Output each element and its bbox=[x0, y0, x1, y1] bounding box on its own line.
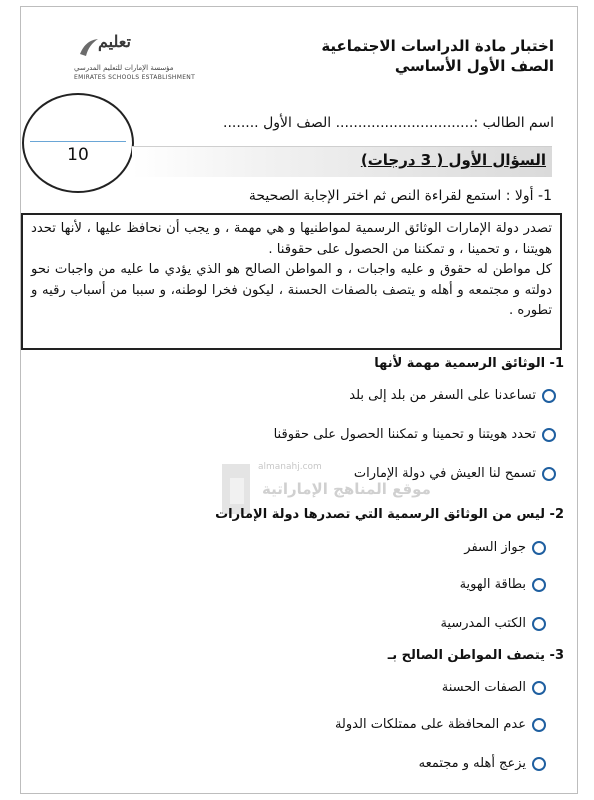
question-3: 3- يتصف المواطن الصالح بـ bbox=[387, 648, 564, 663]
watermark-logo-inner-icon bbox=[230, 478, 244, 504]
passage-paragraph-2: كل مواطن له حقوق و عليه واجبات ، و المواطن الصالح هو الذي يؤدي ما عليه من واجبات نحو دولته و مجتمعه و أهله و يتصف بالصفات الحسنة ، ليكون فخرا لوطنه، و سببا من أسباب رقيه و تطوره . bbox=[31, 262, 552, 318]
radio-icon[interactable] bbox=[542, 467, 556, 481]
section-title: السؤال الأول ( 3 درجات) bbox=[360, 151, 546, 169]
option-label: الصفات الحسنة bbox=[441, 680, 526, 695]
option-label: تسمح لنا العيش في دولة الإمارات bbox=[353, 466, 536, 481]
option-label: الكتب المدرسية bbox=[440, 616, 526, 631]
logo-subtitle-english: EMIRATES SCHOOLS ESTABLISHMENT bbox=[74, 74, 196, 81]
question-2-option-3[interactable] bbox=[440, 616, 546, 631]
option-label: عدم المحافظة على ممتلكات الدولة bbox=[334, 717, 526, 732]
exam-title: اختبار مادة الدراسات الاجتماعية bbox=[321, 37, 554, 55]
score-total: 10 bbox=[67, 145, 89, 165]
option-label: تساعدنا على السفر من بلد إلى بلد bbox=[349, 388, 536, 403]
reading-passage bbox=[21, 213, 562, 350]
option-label: يزعج أهله و مجتمعه bbox=[418, 756, 526, 771]
score-divider bbox=[30, 141, 126, 142]
question-3-option-3[interactable] bbox=[419, 756, 546, 771]
question-3-option-1[interactable] bbox=[442, 680, 546, 695]
student-name-line[interactable]: اسم الطالب :............................... الصف الأول ........ bbox=[223, 115, 554, 131]
option-label: جواز السفر bbox=[464, 540, 526, 555]
radio-icon[interactable] bbox=[532, 617, 546, 631]
watermark-text: موقع المناهج الإماراتية bbox=[262, 480, 431, 498]
radio-icon[interactable] bbox=[542, 428, 556, 442]
passage-paragraph-1: تصدر دولة الإمارات الوثائق الرسمية لمواطنيها و هي مهمة ، و يجب أن نحافظ عليها ، لأنها تحدد هويتنا ، و تحمينا ، و تمكننا من الحصول على حقوقنا . bbox=[31, 221, 552, 257]
radio-icon[interactable] bbox=[532, 541, 546, 555]
question-1-option-1[interactable] bbox=[349, 388, 556, 403]
question-2: 2- ليس من الوثائق الرسمية التي تصدرها دولة الإمارات bbox=[215, 507, 564, 522]
logo-arabic-name: تعليم bbox=[98, 32, 131, 51]
exam-header bbox=[321, 36, 554, 76]
score-circle bbox=[22, 93, 134, 193]
logo-subtitle-arabic: مؤسسة الإمارات للتعليم المدرسي bbox=[74, 64, 174, 72]
option-label: تحدد هويتنا و تحمينا و تمكننا الحصول على حقوقنا bbox=[273, 427, 536, 442]
question-2-option-1[interactable] bbox=[464, 540, 546, 555]
radio-icon[interactable] bbox=[532, 718, 546, 732]
question-1: 1- الوثائق الرسمية مهمة لأنها bbox=[374, 356, 564, 371]
radio-icon[interactable] bbox=[532, 757, 546, 771]
logo-swoosh-icon bbox=[78, 36, 100, 58]
watermark-url: almanahj.com bbox=[258, 462, 322, 472]
radio-icon[interactable] bbox=[532, 681, 546, 695]
exam-grade: الصف الأول الأساسي bbox=[394, 57, 554, 75]
question-1-option-2[interactable] bbox=[274, 427, 556, 442]
option-label: بطاقة الهوية bbox=[459, 577, 526, 592]
radio-icon[interactable] bbox=[532, 578, 546, 592]
section-banner bbox=[132, 146, 552, 177]
question-3-option-2[interactable] bbox=[335, 717, 546, 732]
question-1-option-3[interactable] bbox=[354, 466, 556, 481]
school-logo bbox=[60, 30, 196, 88]
question-2-option-2[interactable] bbox=[460, 577, 546, 592]
radio-icon[interactable] bbox=[542, 389, 556, 403]
instruction-text: 1- أولا : استمع لقراءة النص ثم اختر الإجابة الصحيحة bbox=[248, 188, 552, 204]
